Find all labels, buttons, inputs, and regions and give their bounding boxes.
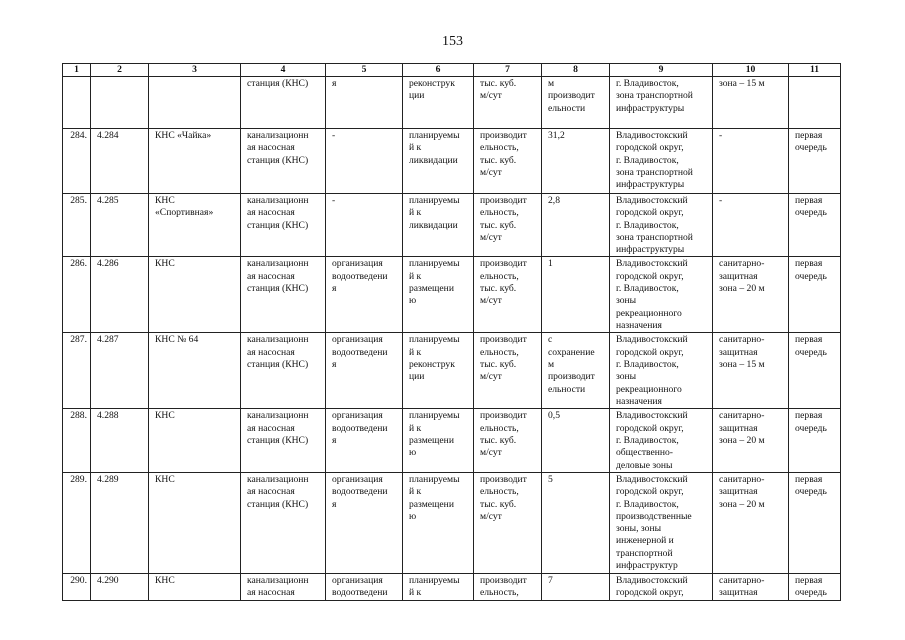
cell-object-name: КНС xyxy=(149,472,241,573)
cell-value: 7 xyxy=(542,573,610,600)
table-row xyxy=(63,472,841,573)
cell-location: Владивостокский городской округ, г. Владивосток, зоны рекреационного назначения xyxy=(610,333,713,409)
column-header: 1 xyxy=(63,64,91,77)
cell-row-number: 286. xyxy=(63,257,91,333)
cell-object-name xyxy=(149,77,241,129)
cell-protection-zone: санитарно- защитная зона – 20 м xyxy=(713,409,789,472)
cell-value: 31,2 xyxy=(542,129,610,194)
cell-stage: первая очередь xyxy=(789,333,841,409)
cell-row-number: 290. xyxy=(63,573,91,600)
cell-value: 5 xyxy=(542,472,610,573)
column-header: 11 xyxy=(789,64,841,77)
cell-protection-zone: санитарно- защитная зона – 20 м xyxy=(713,257,789,333)
cell-stage: первая очередь xyxy=(789,129,841,194)
cell-row-number: 289. xyxy=(63,472,91,573)
column-header: 8 xyxy=(542,64,610,77)
cell-protection-zone: - xyxy=(713,129,789,194)
cell-location: Владивостокский городской округ, xyxy=(610,573,713,600)
cell-status: планируемы й к размещени ю xyxy=(403,409,474,472)
table-row xyxy=(63,129,841,194)
cell-object-type: канализационн ая насосная xyxy=(241,573,326,600)
cell-protection-zone: санитарно- защитная зона – 15 м xyxy=(713,333,789,409)
cell-protection-zone: - xyxy=(713,194,789,257)
cell-characteristic: тыс. куб. м/сут xyxy=(474,77,542,129)
facilities-table xyxy=(62,63,841,601)
cell-purpose: организация водоотведени я xyxy=(326,257,403,333)
cell-value: с сохранение м производит ельности xyxy=(542,333,610,409)
cell-code xyxy=(91,77,149,129)
page-number: 153 xyxy=(442,34,463,49)
column-header: 9 xyxy=(610,64,713,77)
column-header: 3 xyxy=(149,64,241,77)
cell-location: Владивостокский городской округ, г. Владивосток, зоны рекреационного назначения xyxy=(610,257,713,333)
cell-object-type: станция (КНС) xyxy=(241,77,326,129)
column-header: 5 xyxy=(326,64,403,77)
cell-code: 4.290 xyxy=(91,573,149,600)
cell-value: 2,8 xyxy=(542,194,610,257)
cell-value: 1 xyxy=(542,257,610,333)
cell-value: м производит ельности xyxy=(542,77,610,129)
cell-characteristic: производит ельность, тыс. куб. м/сут xyxy=(474,194,542,257)
cell-object-type: канализационн ая насосная станция (КНС) xyxy=(241,472,326,573)
column-header: 6 xyxy=(403,64,474,77)
cell-object-type: канализационн ая насосная станция (КНС) xyxy=(241,129,326,194)
cell-purpose: организация водоотведени я xyxy=(326,333,403,409)
cell-code: 4.289 xyxy=(91,472,149,573)
cell-object-type: канализационн ая насосная станция (КНС) xyxy=(241,257,326,333)
cell-location: Владивостокский городской округ, г. Владивосток, зона транспортной инфраструктуры xyxy=(610,194,713,257)
cell-purpose: я xyxy=(326,77,403,129)
cell-location: Владивостокский городской округ, г. Владивосток, общественно- деловые зоны xyxy=(610,409,713,472)
table-row xyxy=(63,194,841,257)
cell-code: 4.285 xyxy=(91,194,149,257)
cell-object-type: канализационн ая насосная станция (КНС) xyxy=(241,194,326,257)
cell-stage: первая очередь xyxy=(789,194,841,257)
cell-code: 4.286 xyxy=(91,257,149,333)
cell-object-name: КНС xyxy=(149,573,241,600)
table-row xyxy=(63,409,841,472)
cell-code: 4.287 xyxy=(91,333,149,409)
cell-object-type: канализационн ая насосная станция (КНС) xyxy=(241,333,326,409)
cell-row-number: 285. xyxy=(63,194,91,257)
cell-status: планируемы й к ликвидации xyxy=(403,194,474,257)
cell-object-name: КНС «Спортивная» xyxy=(149,194,241,257)
column-header: 10 xyxy=(713,64,789,77)
cell-protection-zone: санитарно- защитная зона – 20 м xyxy=(713,472,789,573)
cell-status: реконструк ции xyxy=(403,77,474,129)
cell-status: планируемы й к размещени ю xyxy=(403,257,474,333)
cell-object-name: КНС xyxy=(149,409,241,472)
cell-object-name: КНС № 64 xyxy=(149,333,241,409)
cell-status: планируемы й к размещени ю xyxy=(403,472,474,573)
cell-purpose: организация водоотведени xyxy=(326,573,403,600)
table-row xyxy=(63,333,841,409)
cell-characteristic: производит ельность, тыс. куб. м/сут xyxy=(474,333,542,409)
table-row-continued xyxy=(63,77,841,129)
cell-characteristic: производит ельность, тыс. куб. м/сут xyxy=(474,409,542,472)
table-row xyxy=(63,573,841,600)
cell-code: 4.288 xyxy=(91,409,149,472)
cell-value: 0,5 xyxy=(542,409,610,472)
cell-stage: первая очередь xyxy=(789,257,841,333)
cell-status: планируемы й к xyxy=(403,573,474,600)
cell-characteristic: производит ельность, xyxy=(474,573,542,600)
cell-characteristic: производит ельность, тыс. куб. м/сут xyxy=(474,472,542,573)
cell-stage: первая очередь xyxy=(789,472,841,573)
cell-location: Владивостокский городской округ, г. Владивосток, производственные зоны, зоны инженерной и транспортной инфраструктур xyxy=(610,472,713,573)
cell-code: 4.284 xyxy=(91,129,149,194)
cell-purpose: организация водоотведени я xyxy=(326,409,403,472)
cell-stage xyxy=(789,77,841,129)
cell-object-name: КНС «Чайка» xyxy=(149,129,241,194)
cell-status: планируемы й к реконструк ции xyxy=(403,333,474,409)
cell-row-number: 287. xyxy=(63,333,91,409)
cell-status: планируемы й к ликвидации xyxy=(403,129,474,194)
cell-object-name: КНС xyxy=(149,257,241,333)
column-header: 7 xyxy=(474,64,542,77)
cell-location: г. Владивосток, зона транспортной инфраструктуры xyxy=(610,77,713,129)
cell-location: Владивостокский городской округ, г. Владивосток, зона транспортной инфраструктуры xyxy=(610,129,713,194)
cell-row-number: 284. xyxy=(63,129,91,194)
cell-protection-zone: санитарно- защитная xyxy=(713,573,789,600)
cell-purpose: - xyxy=(326,129,403,194)
cell-purpose: - xyxy=(326,194,403,257)
cell-stage: первая очередь xyxy=(789,409,841,472)
cell-characteristic: производит ельность, тыс. куб. м/сут xyxy=(474,129,542,194)
cell-stage: первая очередь xyxy=(789,573,841,600)
column-header: 4 xyxy=(241,64,326,77)
cell-protection-zone: зона – 15 м xyxy=(713,77,789,129)
cell-characteristic: производит ельность, тыс. куб. м/сут xyxy=(474,257,542,333)
column-header: 2 xyxy=(91,64,149,77)
header-row xyxy=(63,64,841,77)
table-row xyxy=(63,257,841,333)
cell-row-number: 288. xyxy=(63,409,91,472)
cell-row-number xyxy=(63,77,91,129)
cell-purpose: организация водоотведени я xyxy=(326,472,403,573)
cell-object-type: канализационн ая насосная станция (КНС) xyxy=(241,409,326,472)
